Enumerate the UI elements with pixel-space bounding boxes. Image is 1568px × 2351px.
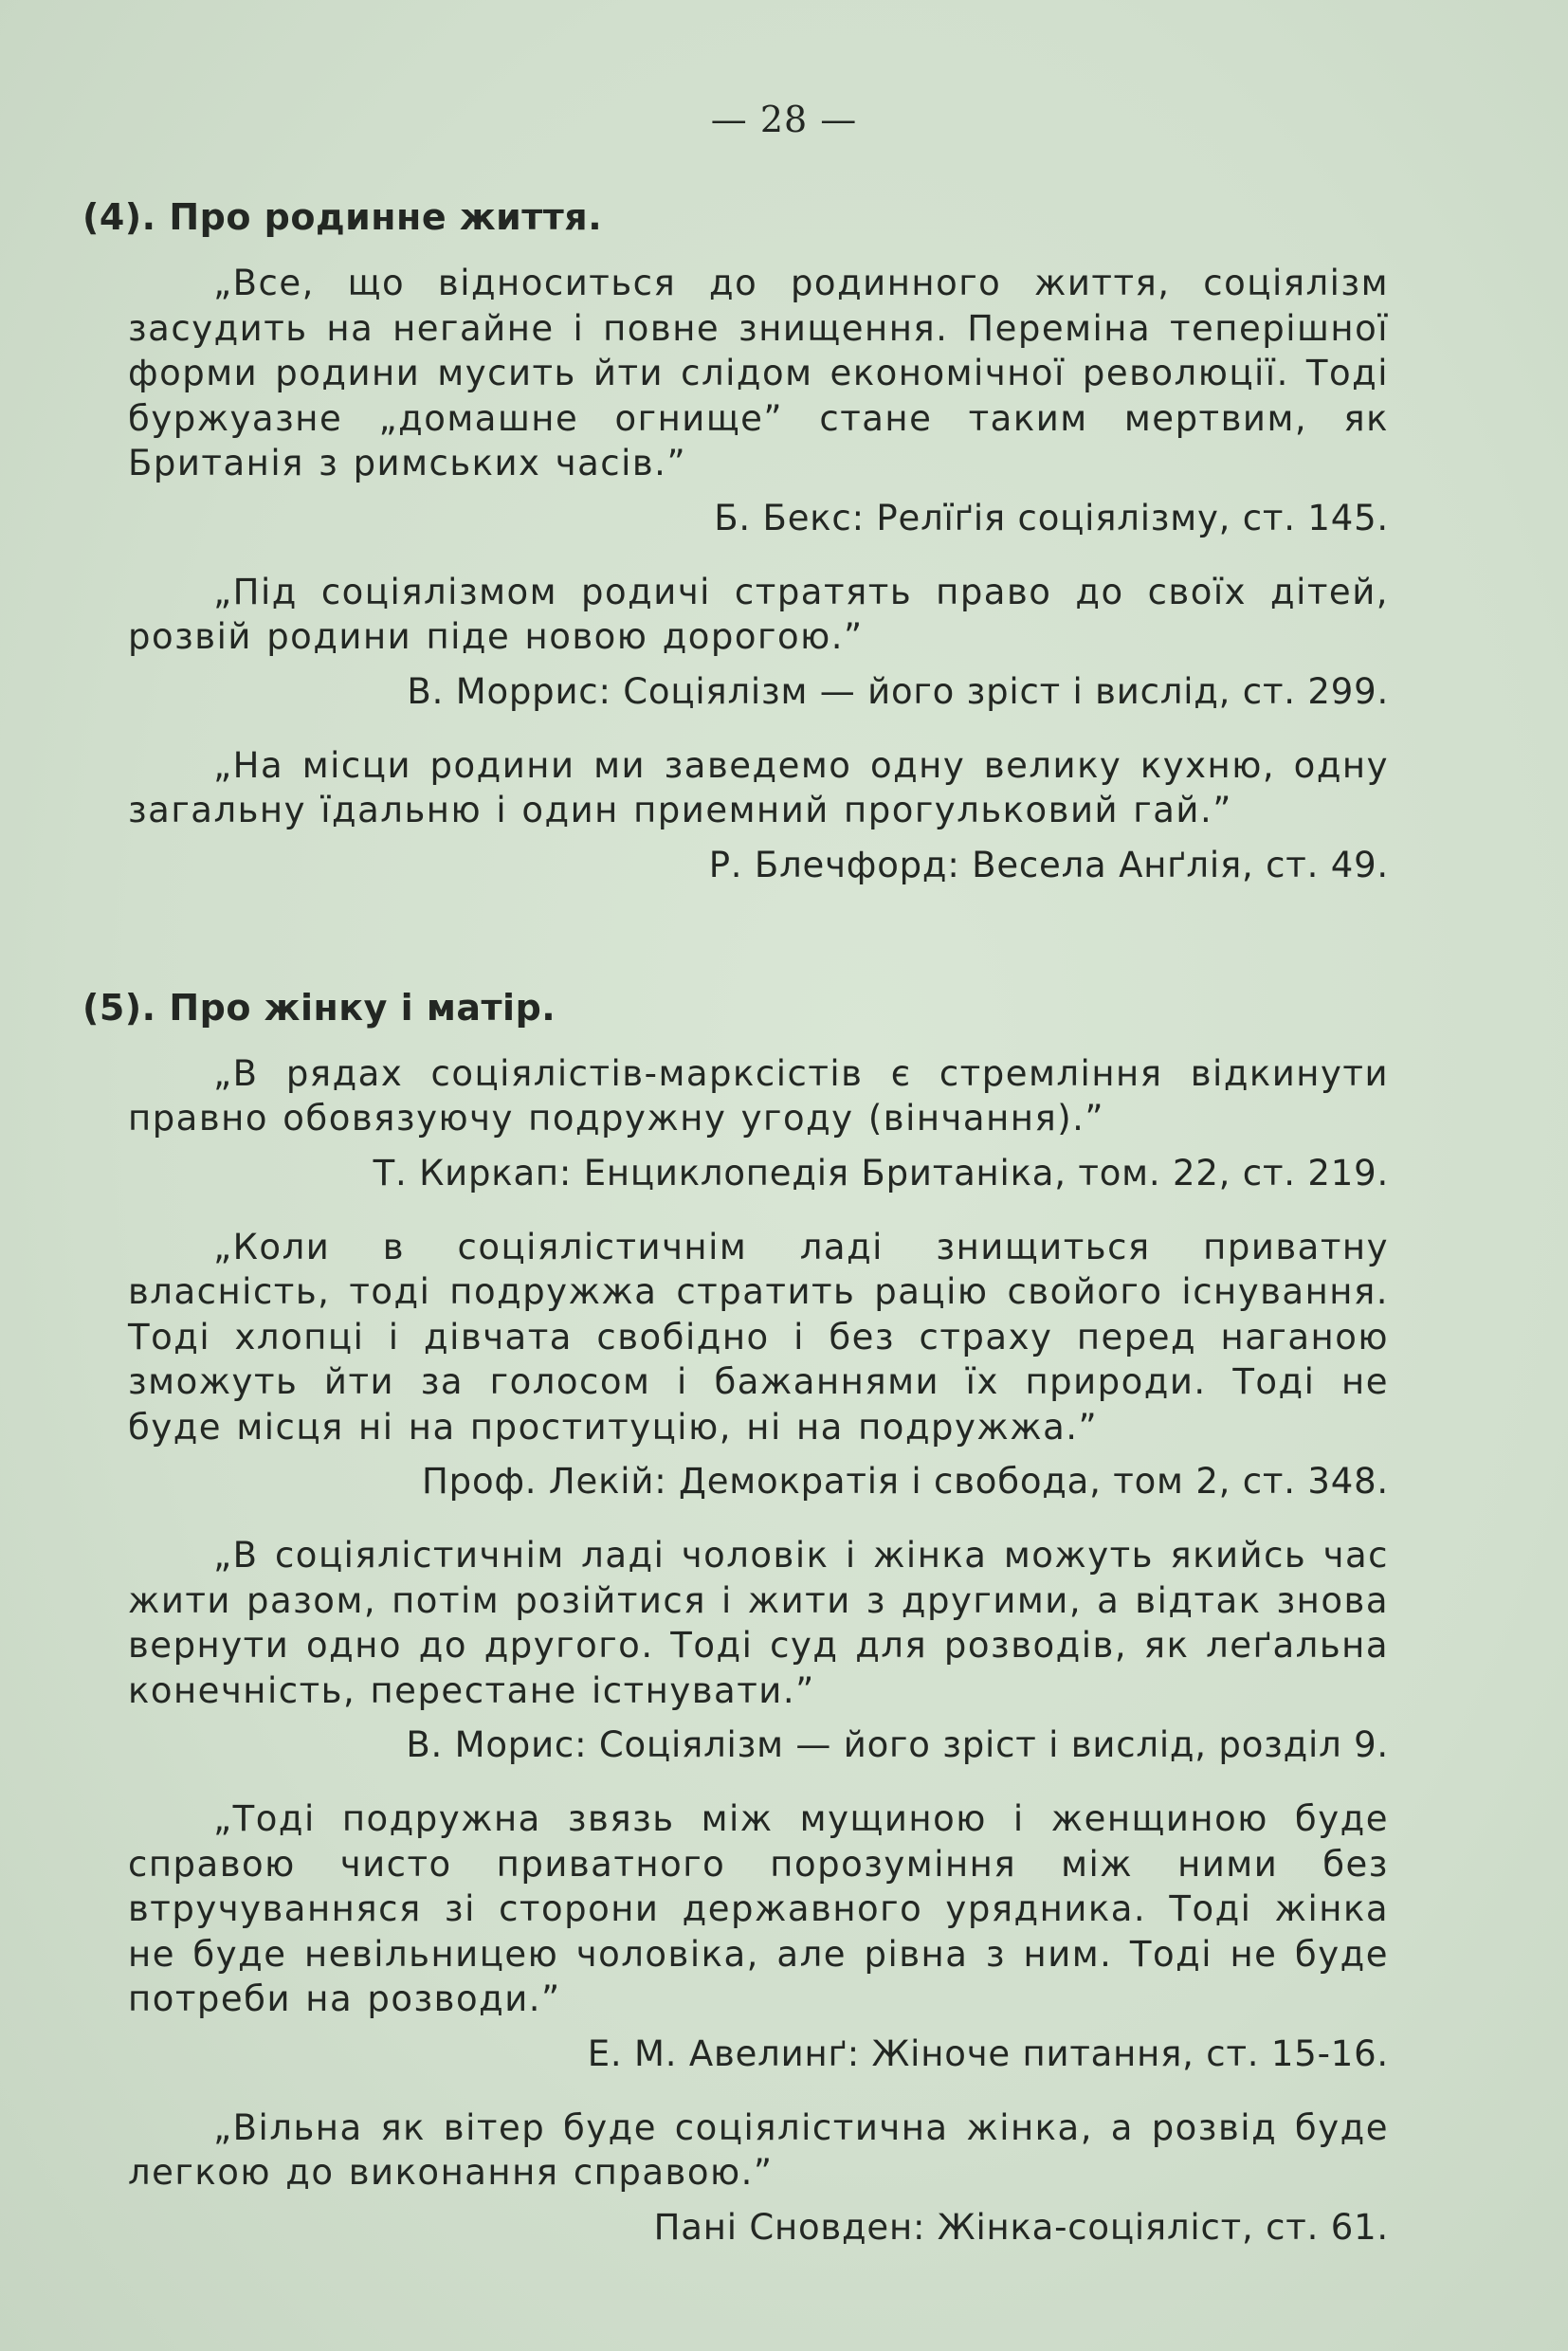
quote-source: Б. Бекс: Релїґія соціялізму, ст. 145. — [714, 497, 1389, 538]
quote-text: „В рядах соціялістів-марксістів є стремління відкинути правно обовязуючу подружну угоду (вінчання).” — [128, 1052, 1389, 1139]
section-woman-mother — [82, 985, 1389, 2251]
quote-source: Проф. Лекій: Демократія і свобода, том 2, ст. 348. — [422, 1461, 1389, 1502]
page-number: — 28 — — [710, 99, 858, 140]
quote-text: „Коли в соціялістичнім ладі знищиться приватну власність, тоді подружжа стратить рацію свойого існування. Тоді хлопці і дівчата свобідно і без страху перед наганою зможуть йти за голосом і бажаннями їх природи. Тоді не буде місця ні на проституцію, ні на подружжа.” — [128, 1226, 1389, 1448]
quote-text: „Вільна як вітер буде соціялістична жінка, а розвід буде легкою до виконання справою.” — [128, 2106, 1389, 2193]
section-heading: (5). Про жінку і матір. — [82, 986, 556, 1029]
section-divider-space — [128, 917, 1389, 985]
quote-text: „Тоді подружна звязь між мущиною і женщиною буде справою чисто приватного порозуміння між ними без втручуванняся зі сторони державного урядника. Тоді жінка не буде невільницею чоловіка, але рівна з ним. Тоді не буде потреби на розводи.” — [128, 1798, 1389, 2019]
quote-text: „Під соціялізмом родичі стратять право до своїх дітей, розвій родини піде новою дорогою.” — [128, 571, 1389, 657]
quote-source: Р. Блечфорд: Весела Анґлія, ст. 49. — [708, 844, 1389, 885]
quote-text: „На місци родини ми заведемо одну велику кухню, одну загальну їдальню і один приемний прогульковий гай.” — [128, 744, 1389, 830]
quote-source: Пані Сновден: Жінка-соціяліст, ст. 61. — [653, 2206, 1389, 2248]
section-heading: (4). Про родинне життя. — [82, 196, 603, 238]
section-family-life — [82, 194, 1389, 888]
quote-source: Е. М. Авелинґ: Жіноче питання, ст. 15-16. — [587, 2032, 1389, 2074]
quote-source: Т. Киркап: Енциклопедія Британіка, том. 22, ст. 219. — [373, 1152, 1389, 1194]
quote-source: В. Морис: Соціялізм — його зріст і вислід, розділ 9. — [406, 1724, 1389, 1765]
quote-source: В. Моррис: Соціялізм — його зріст і вислід, ст. 299. — [407, 670, 1389, 712]
quote-text: „В соціялістичнім ладі чоловік і жінка можуть якийсь час жити разом, потім розійтися і жити з другими, а відтак знова вернути одно до другого. Тоді суд для розводів, як леґальна конечність, перестане істнувати.” — [128, 1535, 1389, 1711]
page-content — [82, 194, 1389, 2279]
quote-text: „Все, що відноситься до родинного життя, соціялізм засудить на негайне і повне знищення. Переміна теперішної форми родини мусить йти слідом економічної революції. Тоді буржуазне „домашне огнище” стане таким мертвим, як Британія з римських часів.” — [128, 263, 1389, 483]
